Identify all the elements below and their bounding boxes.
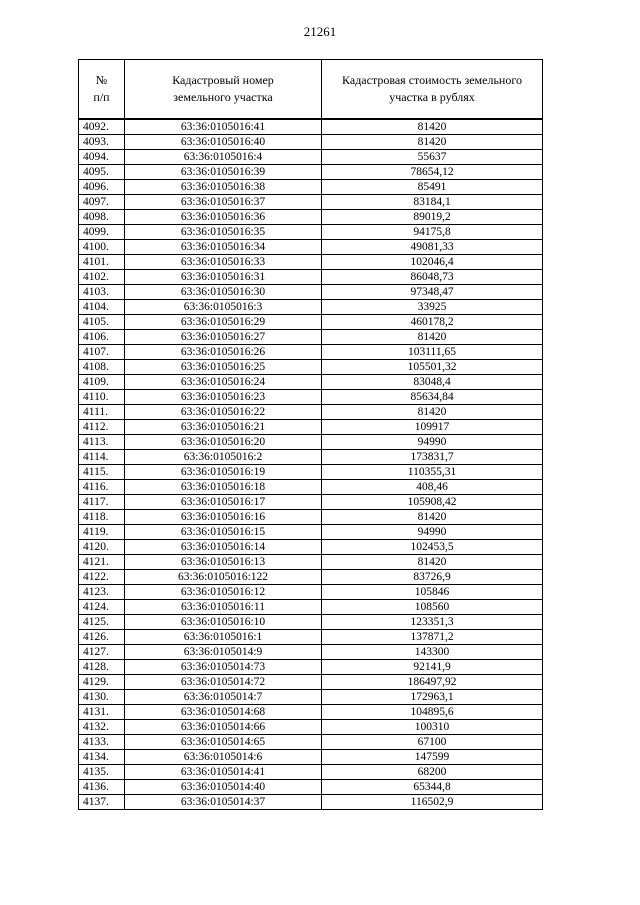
cadastral-value: 460178,2	[322, 315, 543, 330]
header-row	[79, 60, 543, 120]
cadastral-number: 63:36:0105016:38	[125, 180, 322, 195]
header-num	[79, 60, 125, 120]
cadastral-value: 147599	[322, 750, 543, 765]
table-row	[79, 615, 543, 630]
table-row	[79, 150, 543, 165]
cadastral-number: 63:36:0105014:73	[125, 660, 322, 675]
cadastral-number: 63:36:0105014:65	[125, 735, 322, 750]
cadastral-value: 143300	[322, 645, 543, 660]
row-number: 4102.	[79, 270, 125, 285]
table-row	[79, 480, 543, 495]
cadastral-value: 102046,4	[322, 255, 543, 270]
page-number: 21261	[303, 24, 337, 39]
table-row	[79, 765, 543, 780]
header-cadastral-value	[322, 60, 543, 120]
row-number: 4120.	[79, 540, 125, 555]
cadastral-number: 63:36:0105016:10	[125, 615, 322, 630]
row-number: 4116.	[79, 480, 125, 495]
table-row	[79, 645, 543, 660]
cadastral-number: 63:36:0105016:21	[125, 420, 322, 435]
cadastral-number: 63:36:0105016:2	[125, 450, 322, 465]
cadastral-number: 63:36:0105016:13	[125, 555, 322, 570]
table-row	[79, 119, 543, 135]
table-row	[79, 195, 543, 210]
cadastral-number: 63:36:0105014:6	[125, 750, 322, 765]
header-num-line2: п/п	[93, 90, 110, 104]
cadastral-value: 173831,7	[322, 450, 543, 465]
table-body	[79, 119, 543, 810]
row-number: 4110.	[79, 390, 125, 405]
table-row	[79, 240, 543, 255]
cadastral-number: 63:36:0105016:122	[125, 570, 322, 585]
cadastral-value: 105501,32	[322, 360, 543, 375]
cadastral-number: 63:36:0105016:4	[125, 150, 322, 165]
cadastral-number: 63:36:0105016:15	[125, 525, 322, 540]
cadastral-value: 94990	[322, 525, 543, 540]
table-row	[79, 660, 543, 675]
table-row	[79, 555, 543, 570]
table-row	[79, 465, 543, 480]
header-val-line2: участка в рублях	[389, 90, 475, 104]
table-row	[79, 315, 543, 330]
row-number: 4112.	[79, 420, 125, 435]
cadastral-number: 63:36:0105014:37	[125, 795, 322, 810]
table-row	[79, 300, 543, 315]
row-number: 4103.	[79, 285, 125, 300]
cadastral-value: 94990	[322, 435, 543, 450]
table-row	[79, 375, 543, 390]
table-row	[79, 285, 543, 300]
table-row	[79, 600, 543, 615]
table-row	[79, 270, 543, 285]
cadastral-number: 63:36:0105016:22	[125, 405, 322, 420]
cadastral-number: 63:36:0105016:26	[125, 345, 322, 360]
row-number: 4131.	[79, 705, 125, 720]
row-number: 4125.	[79, 615, 125, 630]
table-row	[79, 780, 543, 795]
row-number: 4096.	[79, 180, 125, 195]
cadastral-value: 116502,9	[322, 795, 543, 810]
table-row	[79, 675, 543, 690]
cadastral-value: 83048,4	[322, 375, 543, 390]
table-header	[79, 60, 543, 120]
cadastral-value: 81420	[322, 405, 543, 420]
row-number: 4114.	[79, 450, 125, 465]
row-number: 4133.	[79, 735, 125, 750]
row-number: 4099.	[79, 225, 125, 240]
cadastral-number: 63:36:0105016:33	[125, 255, 322, 270]
cadastral-number: 63:36:0105016:35	[125, 225, 322, 240]
cadastral-value: 68200	[322, 765, 543, 780]
table-row	[79, 720, 543, 735]
cadastral-number: 63:36:0105014:9	[125, 645, 322, 660]
row-number: 4137.	[79, 795, 125, 810]
cadastral-value: 104895,6	[322, 705, 543, 720]
cadastral-value: 86048,73	[322, 270, 543, 285]
cadastral-value: 92141,9	[322, 660, 543, 675]
cadastral-value: 89019,2	[322, 210, 543, 225]
cadastral-value: 108560	[322, 600, 543, 615]
row-number: 4100.	[79, 240, 125, 255]
row-number: 4113.	[79, 435, 125, 450]
row-number: 4117.	[79, 495, 125, 510]
cadastral-value: 123351,3	[322, 615, 543, 630]
cadastral-number: 63:36:0105016:23	[125, 390, 322, 405]
row-number: 4105.	[79, 315, 125, 330]
row-number: 4097.	[79, 195, 125, 210]
cadastral-number: 63:36:0105016:29	[125, 315, 322, 330]
table-row	[79, 135, 543, 150]
table-row	[79, 450, 543, 465]
row-number: 4124.	[79, 600, 125, 615]
cadastral-number: 63:36:0105016:24	[125, 375, 322, 390]
cadastral-number: 63:36:0105014:41	[125, 765, 322, 780]
table-row	[79, 690, 543, 705]
row-number: 4123.	[79, 585, 125, 600]
row-number: 4130.	[79, 690, 125, 705]
table-row	[79, 630, 543, 645]
cadastral-number: 63:36:0105016:34	[125, 240, 322, 255]
table-row	[79, 795, 543, 810]
cadastral-number: 63:36:0105016:1	[125, 630, 322, 645]
table-row	[79, 435, 543, 450]
header-cad-line2: земельного участка	[173, 90, 273, 104]
row-number: 4115.	[79, 465, 125, 480]
table-row	[79, 570, 543, 585]
row-number: 4092.	[79, 119, 125, 135]
cadastral-number: 63:36:0105016:25	[125, 360, 322, 375]
table-row	[79, 735, 543, 750]
row-number: 4127.	[79, 645, 125, 660]
table-row	[79, 510, 543, 525]
cadastral-value: 85491	[322, 180, 543, 195]
cadastral-value: 83184,1	[322, 195, 543, 210]
cadastral-value: 105846	[322, 585, 543, 600]
cadastral-value: 186497,92	[322, 675, 543, 690]
table-row	[79, 210, 543, 225]
row-number: 4111.	[79, 405, 125, 420]
cadastral-value: 408,46	[322, 480, 543, 495]
row-number: 4098.	[79, 210, 125, 225]
cadastral-value: 83726,9	[322, 570, 543, 585]
cadastral-value: 81420	[322, 555, 543, 570]
table-row	[79, 345, 543, 360]
cadastral-value: 78654,12	[322, 165, 543, 180]
header-val-line1: Кадастровая стоимость земельного	[342, 73, 522, 87]
cadastral-number: 63:36:0105016:31	[125, 270, 322, 285]
cadastral-value: 81420	[322, 135, 543, 150]
cadastral-value: 172963,1	[322, 690, 543, 705]
table-row	[79, 420, 543, 435]
cadastral-value: 97348,47	[322, 285, 543, 300]
cadastral-value: 33925	[322, 300, 543, 315]
cadastral-value: 81420	[322, 510, 543, 525]
row-number: 4095.	[79, 165, 125, 180]
table-row	[79, 495, 543, 510]
cadastral-number: 63:36:0105014:40	[125, 780, 322, 795]
row-number: 4093.	[79, 135, 125, 150]
cadastral-number: 63:36:0105016:36	[125, 210, 322, 225]
row-number: 4122.	[79, 570, 125, 585]
cadastral-value: 55637	[322, 150, 543, 165]
cadastral-number: 63:36:0105016:16	[125, 510, 322, 525]
table-row	[79, 180, 543, 195]
header-cadastral-number	[125, 60, 322, 120]
table-row	[79, 405, 543, 420]
cadastral-value: 67100	[322, 735, 543, 750]
row-number: 4126.	[79, 630, 125, 645]
cadastral-number: 63:36:0105014:68	[125, 705, 322, 720]
cadastral-number: 63:36:0105016:18	[125, 480, 322, 495]
cadastral-number: 63:36:0105016:41	[125, 119, 322, 135]
cadastral-table	[78, 59, 543, 810]
table-row	[79, 255, 543, 270]
cadastral-number: 63:36:0105016:20	[125, 435, 322, 450]
row-number: 4107.	[79, 345, 125, 360]
cadastral-number: 63:36:0105016:30	[125, 285, 322, 300]
row-number: 4129.	[79, 675, 125, 690]
row-number: 4119.	[79, 525, 125, 540]
cadastral-number: 63:36:0105016:37	[125, 195, 322, 210]
cadastral-value: 81420	[322, 330, 543, 345]
cadastral-value: 49081,33	[322, 240, 543, 255]
cadastral-number: 63:36:0105016:19	[125, 465, 322, 480]
cadastral-value: 110355,31	[322, 465, 543, 480]
cadastral-number: 63:36:0105016:27	[125, 330, 322, 345]
header-cad-line1: Кадастровый номер	[172, 73, 274, 87]
row-number: 4118.	[79, 510, 125, 525]
row-number: 4101.	[79, 255, 125, 270]
row-number: 4121.	[79, 555, 125, 570]
table-row	[79, 750, 543, 765]
cadastral-number: 63:36:0105014:66	[125, 720, 322, 735]
cadastral-value: 103111,65	[322, 345, 543, 360]
table-row	[79, 525, 543, 540]
cadastral-number: 63:36:0105016:3	[125, 300, 322, 315]
cadastral-number: 63:36:0105014:7	[125, 690, 322, 705]
row-number: 4094.	[79, 150, 125, 165]
cadastral-value: 81420	[322, 119, 543, 135]
row-number: 4104.	[79, 300, 125, 315]
cadastral-value: 137871,2	[322, 630, 543, 645]
cadastral-value: 102453,5	[322, 540, 543, 555]
table-row	[79, 330, 543, 345]
cadastral-number: 63:36:0105016:17	[125, 495, 322, 510]
table-row	[79, 360, 543, 375]
cadastral-number: 63:36:0105014:72	[125, 675, 322, 690]
row-number: 4109.	[79, 375, 125, 390]
table-row	[79, 225, 543, 240]
table-row	[79, 585, 543, 600]
cadastral-value: 109917	[322, 420, 543, 435]
header-num-line1: №	[95, 73, 108, 87]
row-number: 4132.	[79, 720, 125, 735]
cadastral-value: 65344,8	[322, 780, 543, 795]
row-number: 4128.	[79, 660, 125, 675]
cadastral-value: 100310	[322, 720, 543, 735]
cadastral-number: 63:36:0105016:14	[125, 540, 322, 555]
row-number: 4108.	[79, 360, 125, 375]
table-row	[79, 165, 543, 180]
row-number: 4134.	[79, 750, 125, 765]
table-row	[79, 390, 543, 405]
row-number: 4106.	[79, 330, 125, 345]
row-number: 4135.	[79, 765, 125, 780]
cadastral-number: 63:36:0105016:40	[125, 135, 322, 150]
table-row	[79, 705, 543, 720]
row-number: 4136.	[79, 780, 125, 795]
cadastral-value: 94175,8	[322, 225, 543, 240]
cadastral-number: 63:36:0105016:39	[125, 165, 322, 180]
cadastral-number: 63:36:0105016:12	[125, 585, 322, 600]
cadastral-value: 105908,42	[322, 495, 543, 510]
cadastral-value: 85634,84	[322, 390, 543, 405]
table-row	[79, 540, 543, 555]
cadastral-number: 63:36:0105016:11	[125, 600, 322, 615]
